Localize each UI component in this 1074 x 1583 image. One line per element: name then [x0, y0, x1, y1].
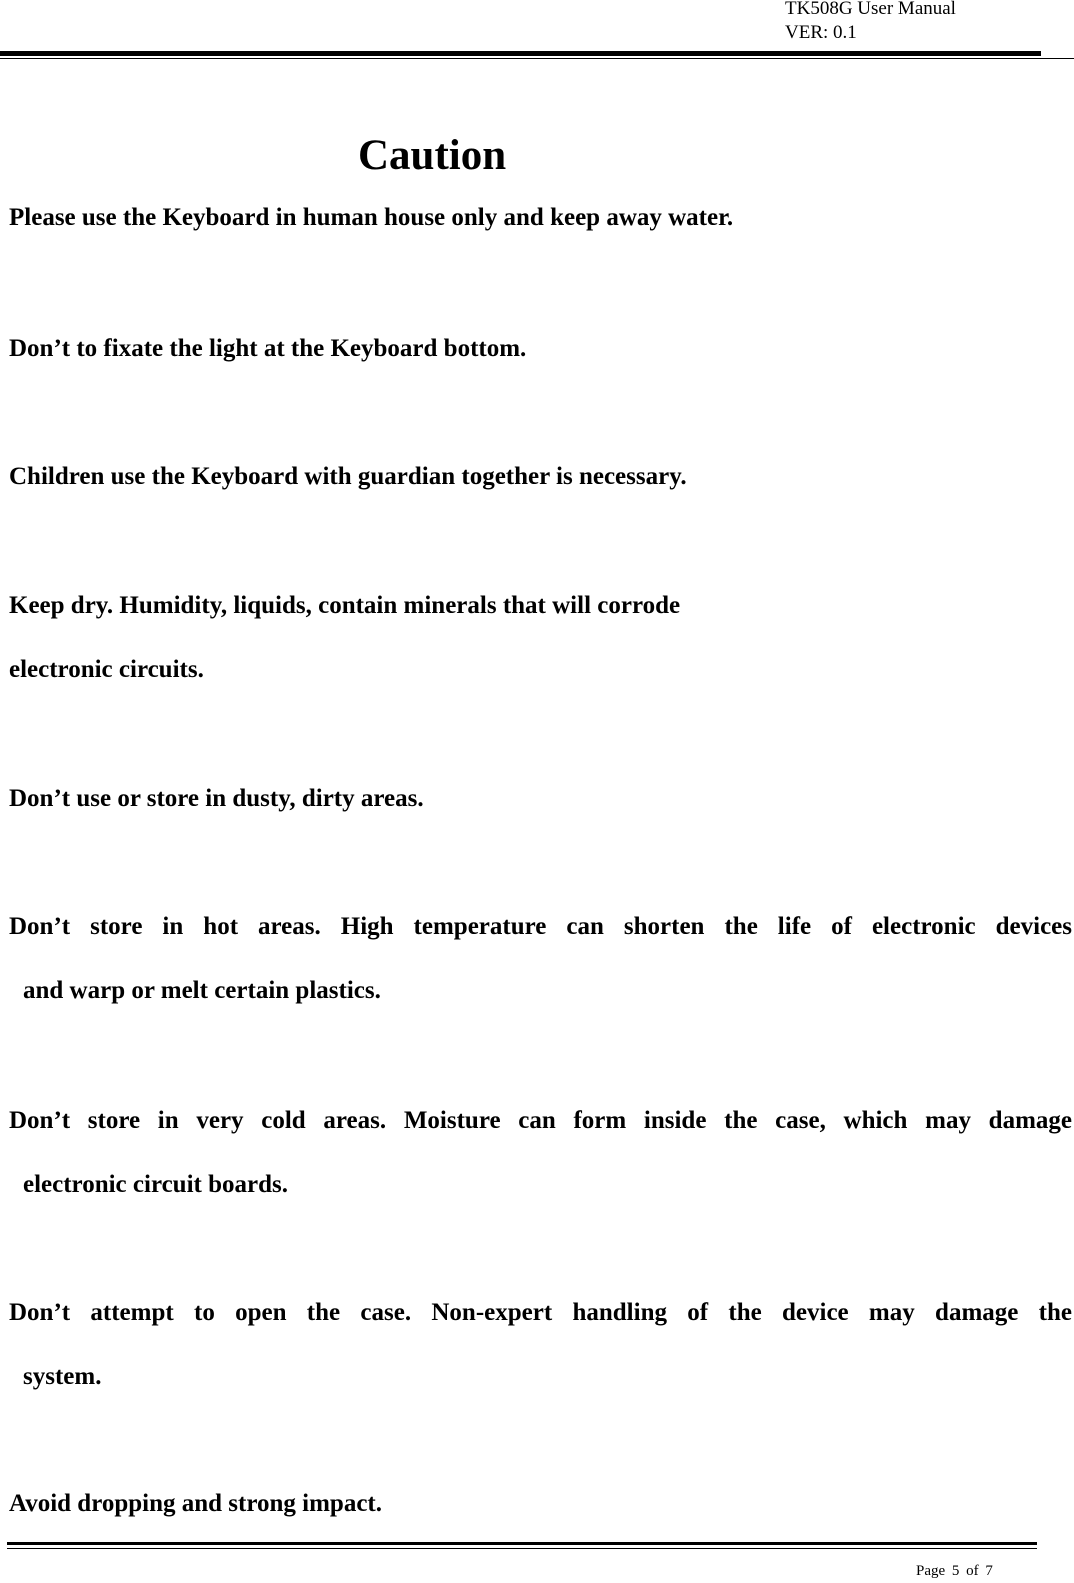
caution-text: Don’t store in hot areas. High temperature can shorten the life of electronic devices	[9, 913, 1072, 940]
header-divider-thin	[0, 58, 1074, 59]
caution-text: Avoid dropping and strong impact.	[9, 1490, 383, 1517]
caution-text: Don’t attempt to open the case. Non-expert handling of the device may damage the	[9, 1299, 1072, 1326]
header-divider-thick	[0, 51, 1041, 56]
caution-text: Don’t to fixate the light at the Keyboard bottom.	[9, 335, 527, 362]
caution-text-continued: electronic circuit boards.	[23, 1171, 288, 1198]
caution-text: Don’t store in very cold areas. Moisture can form inside the case, which may damage	[9, 1107, 1072, 1134]
page-title: Caution	[358, 132, 507, 179]
caution-text-continued: and warp or melt certain plastics.	[23, 977, 381, 1004]
caution-text-continued: electronic circuits.	[9, 656, 204, 683]
caution-text: Don’t use or store in dusty, dirty areas.	[9, 785, 424, 812]
document-version: VER: 0.1	[785, 22, 857, 43]
caution-text: Children use the Keyboard with guardian together is necessary.	[9, 463, 687, 490]
footer-divider-thick	[7, 1542, 1037, 1545]
caution-text: Keep dry. Humidity, liquids, contain minerals that will corrode	[9, 592, 681, 619]
document-title: TK508G User Manual	[785, 0, 956, 19]
caution-text: Please use the Keyboard in human house only and keep away water.	[9, 204, 734, 231]
caution-text-continued: system.	[23, 1363, 102, 1390]
footer-divider-thin	[7, 1548, 1037, 1549]
page-number: Page 5 of 7	[916, 1563, 993, 1579]
